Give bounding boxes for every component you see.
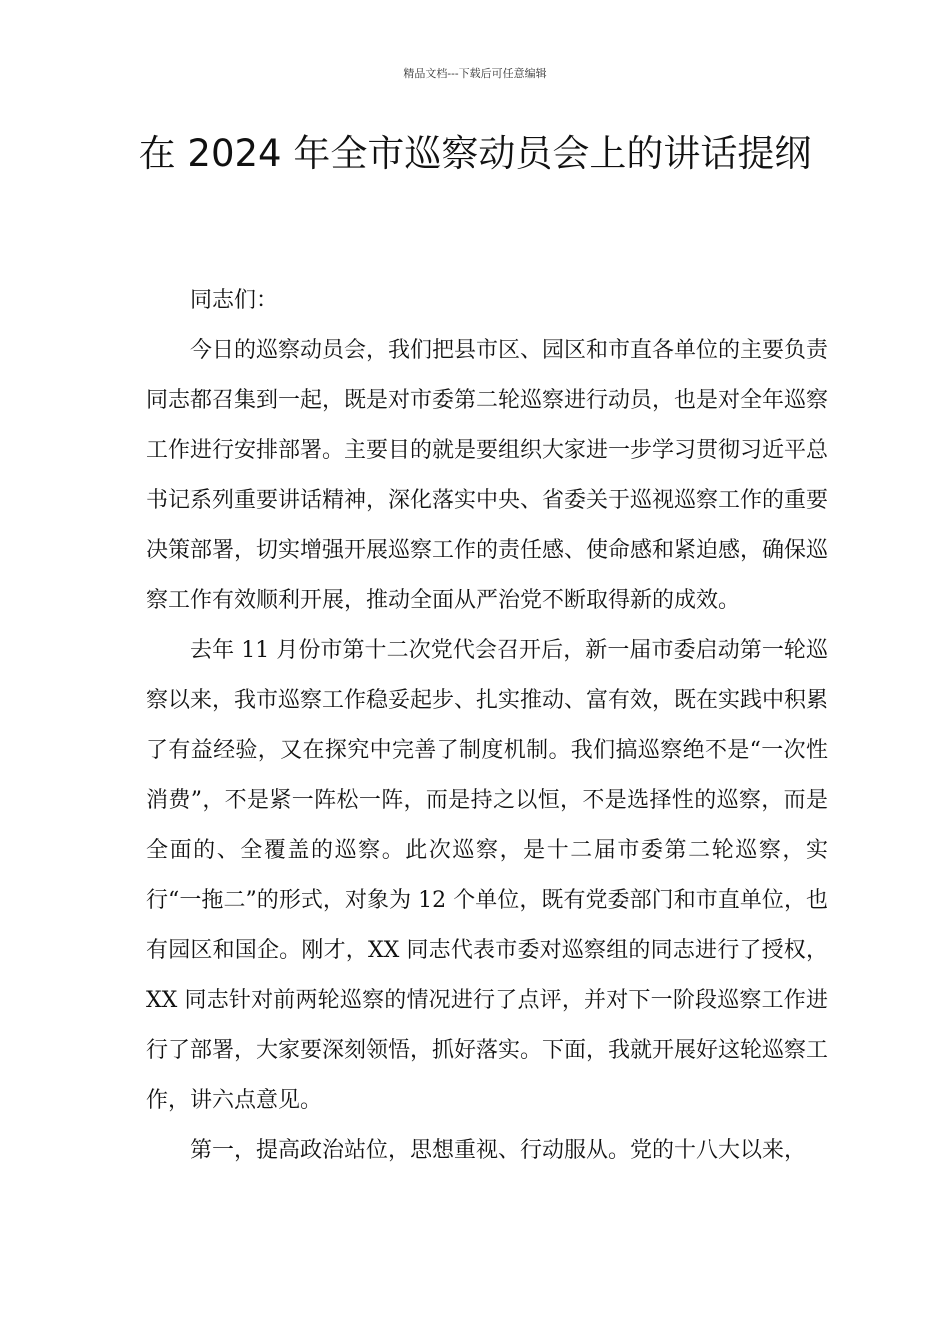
salutation-paragraph: 同志们： <box>190 288 279 313</box>
body-paragraph: 第一，提高政治站位，思想重视、行动服从。党的十八大以来， <box>190 1138 807 1163</box>
document-title: 在 2024 年全市巡察动员会上的讲话提纲 <box>138 132 812 175</box>
document-body <box>146 276 828 1176</box>
body-paragraph: 去年 11 月份市第十二次党代会召开后，新一届市委启动第一轮巡察以来，我市巡察工作稳妥起步、扎实推动、富有效，既在实践中积累了有益经验，又在探究中完善了制度机制。我们搞巡察绝不是“一次性消费”，不是紧一阵松一阵，而是持之以恒，不是选择性的巡察，而是全面的、全覆盖的巡察。此次巡察，是十二届市委第二轮巡察，实行“一拖二”的形式，对象为 12 个单位，既有党委部门和市直单位，也有园区和国企。刚才，XX 同志代表市委对巡察组的同志进行了授权，XX 同志针对前两轮巡察的情况进行了点评，并对下一阶段巡察工作进行了部署，大家要深刻领悟，抓好落实。下面，我就开展好这轮巡察工作，讲六点意见。 <box>146 638 829 1113</box>
body-paragraph: 今日的巡察动员会，我们把县市区、园区和市直各单位的主要负责同志都召集到一起，既是对市委第二轮巡察进行动员，也是对全年巡察工作进行安排部署。主要目的就是要组织大家进一步学习贯彻习近平总书记系列重要讲话精神，深化落实中央、省委关于巡视巡察工作的重要决策部署，切实增强开展巡察工作的责任感、使命感和紧迫感，确保巡察工作有效顺利开展，推动全面从严治党不断取得新的成效。 <box>146 338 829 613</box>
header-note: 精品文档---下载后可任意编辑 <box>403 67 547 80</box>
